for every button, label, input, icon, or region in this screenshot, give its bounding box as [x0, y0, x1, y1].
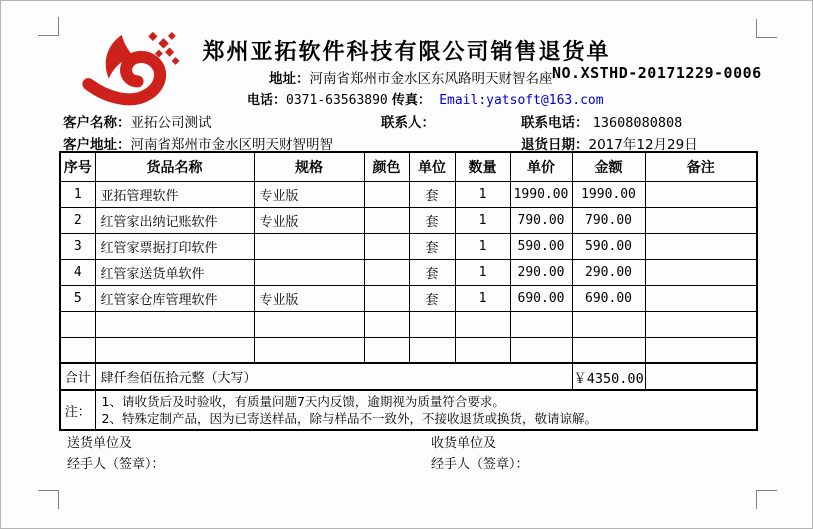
customer-address-label: 客户地址： [63, 137, 131, 153]
table-cell [510, 337, 572, 363]
table-cell [510, 311, 572, 337]
total-remark-cell [645, 363, 757, 390]
table-row [60, 207, 757, 233]
items-table [59, 151, 758, 431]
document-number: NO.XSTHD-20171229-0006 [552, 64, 762, 82]
contact-phone-value: 13608080808 [592, 115, 683, 131]
table-cell: 1 [455, 207, 510, 233]
table-cell [455, 337, 510, 363]
company-phone-value: 0371-63563890 [286, 93, 388, 108]
crop-mark-top-left [38, 17, 59, 36]
table-cell: 1 [455, 285, 510, 311]
table-cell [645, 259, 757, 285]
return-date-value: 2017年12月29日 [588, 137, 698, 153]
table-cell: 专业版 [254, 285, 364, 311]
table-header-row [60, 152, 757, 181]
total-in-words: 肆仟叁佰伍拾元整（大写） [95, 363, 572, 390]
table-cell: 套 [409, 259, 455, 285]
table-cell: 红管家仓库管理软件 [95, 285, 254, 311]
receiver-handler-label: 经手人（签章）： [431, 457, 529, 472]
table-cell: 790.00 [510, 207, 572, 233]
customer-address-value: 河南省郑州市金水区明天财智明智 [130, 137, 333, 153]
table-cell [645, 311, 757, 337]
col-header-unit: 单位 [409, 152, 455, 181]
table-cell [455, 311, 510, 337]
note-line-1: 1、请收货后及时验收，有质量问题7天内反馈，逾期视为质量符合要求。 [101, 394, 505, 409]
col-header-spec: 规格 [254, 152, 364, 181]
table-cell [409, 337, 455, 363]
note-line-2: 2、特殊定制产品，因为已寄送样品，除与样品不一致外，不接收退货或换货，敬请谅解。 [101, 411, 597, 426]
col-header-qty: 数量 [455, 152, 510, 181]
table-cell [95, 337, 254, 363]
total-amount: ￥4350.00 [572, 363, 645, 390]
receiver-signature-block [431, 433, 529, 475]
table-cell [572, 337, 645, 363]
table-cell [364, 311, 409, 337]
col-header-amount: 金额 [572, 152, 645, 181]
table-cell: 690.00 [510, 285, 572, 311]
table-cell: 红管家票据打印软件 [95, 233, 254, 259]
items-table-wrap [59, 151, 758, 431]
total-label: 合计 [60, 363, 95, 390]
table-cell: 套 [409, 181, 455, 207]
table-cell [645, 337, 757, 363]
col-header-remark: 备注 [645, 152, 757, 181]
table-row [60, 311, 757, 337]
table-cell [364, 181, 409, 207]
company-fax-label: 传真： [391, 93, 431, 108]
table-cell [254, 233, 364, 259]
customer-name-label: 客户名称： [63, 115, 131, 131]
table-cell: 1 [455, 259, 510, 285]
table-cell [254, 337, 364, 363]
col-header-product: 货品名称 [95, 152, 254, 181]
company-email-value: Email:yatsoft@163.com [439, 93, 604, 108]
table-row [60, 337, 757, 363]
form-title: 郑州亚拓软件科技有限公司销售退货单 [202, 40, 611, 65]
note-row [60, 390, 757, 430]
table-cell: 1990.00 [510, 181, 572, 207]
customer-row-1 [63, 111, 763, 131]
items-body [60, 181, 757, 363]
sender-handler-label: 经手人（签章）： [67, 457, 165, 472]
table-row [60, 181, 757, 207]
table-cell [364, 233, 409, 259]
note-label: 注： [60, 390, 95, 430]
contact-phone-label: 联系电话： [521, 115, 589, 131]
table-cell: 290.00 [510, 259, 572, 285]
table-cell [254, 259, 364, 285]
table-row [60, 259, 757, 285]
crop-mark-bottom-right [756, 490, 777, 509]
company-contact-line [247, 89, 604, 108]
table-cell [364, 337, 409, 363]
table-cell: 3 [60, 233, 95, 259]
col-header-index: 序号 [60, 152, 95, 181]
table-cell: 5 [60, 285, 95, 311]
table-cell: 红管家出纳记账软件 [95, 207, 254, 233]
company-address-label: 地址： [269, 71, 310, 87]
table-cell [364, 285, 409, 311]
table-cell: 红管家送货单软件 [95, 259, 254, 285]
table-cell: 590.00 [510, 233, 572, 259]
table-cell [645, 207, 757, 233]
table-cell: 790.00 [572, 207, 645, 233]
customer-name-value: 亚拓公司测试 [130, 115, 212, 131]
table-cell: 专业版 [254, 207, 364, 233]
total-row [60, 363, 757, 390]
table-cell: 1 [60, 181, 95, 207]
table-cell: 套 [409, 233, 455, 259]
company-address-line [269, 67, 553, 87]
company-phone-label: 电话： [247, 93, 287, 108]
table-cell: 590.00 [572, 233, 645, 259]
table-cell [364, 207, 409, 233]
sender-unit-label: 送货单位及 [67, 436, 133, 451]
col-header-price: 单价 [510, 152, 572, 181]
sender-signature-block [67, 433, 165, 475]
table-cell: 4 [60, 259, 95, 285]
table-cell: 套 [409, 207, 455, 233]
receiver-unit-label: 收货单位及 [431, 436, 497, 451]
table-cell: 2 [60, 207, 95, 233]
table-cell [645, 233, 757, 259]
table-cell: 1 [455, 233, 510, 259]
table-cell [645, 181, 757, 207]
table-cell [60, 311, 95, 337]
table-cell [645, 285, 757, 311]
customer-row-2 [63, 133, 763, 153]
table-cell: 1990.00 [572, 181, 645, 207]
return-date-label: 退货日期： [521, 137, 589, 153]
contact-person-label: 联系人： [381, 115, 435, 131]
table-cell [409, 311, 455, 337]
table-row [60, 233, 757, 259]
table-cell: 套 [409, 285, 455, 311]
table-cell [254, 311, 364, 337]
table-cell: 290.00 [572, 259, 645, 285]
crop-mark-bottom-left [38, 490, 59, 509]
company-address-value: 河南省郑州市金水区东风路明天财智名座 [309, 71, 553, 87]
note-content [95, 390, 757, 430]
table-cell [95, 311, 254, 337]
table-cell: 1 [455, 181, 510, 207]
table-cell: 亚拓管理软件 [95, 181, 254, 207]
table-cell: 690.00 [572, 285, 645, 311]
col-header-color: 颜色 [364, 152, 409, 181]
table-cell [60, 337, 95, 363]
table-row [60, 285, 757, 311]
table-cell: 专业版 [254, 181, 364, 207]
table-cell [572, 311, 645, 337]
table-cell [364, 259, 409, 285]
